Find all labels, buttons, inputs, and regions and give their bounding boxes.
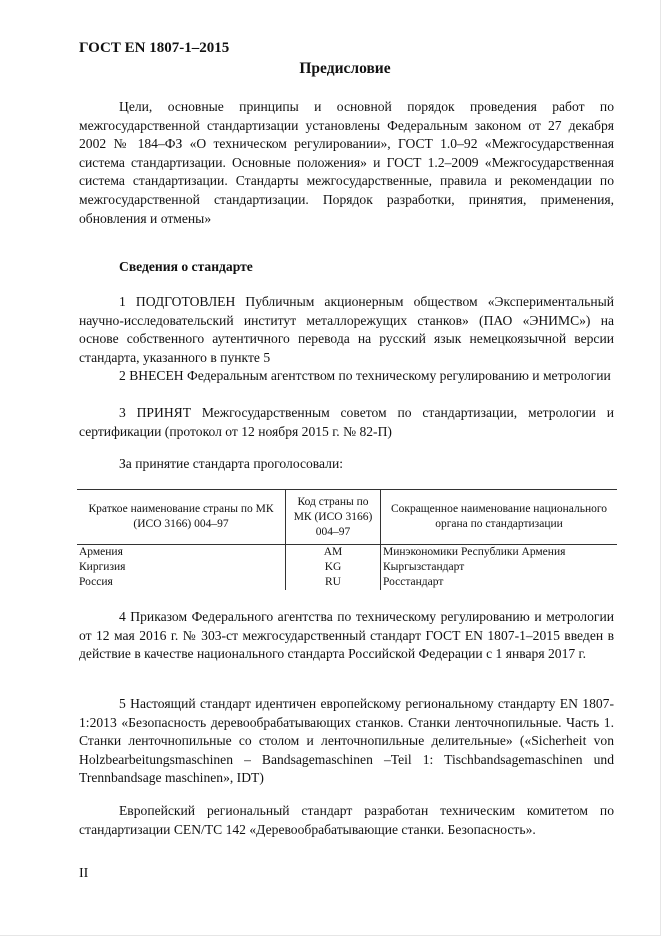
item-1-paragraph: 1 ПОДГОТОВЛЕН Публичным акционерным обществом «Экспериментальный научно-исследовательский институт металлорежущих станков» (ПАО «ЭНИМС») на основе собственного аутентичного перевода на русский язык немецкоязычной версии стандарта, указанного в пункте 5: [79, 294, 614, 365]
table-row: [77, 545, 617, 561]
page-number: II: [79, 866, 89, 881]
table-row: [77, 560, 617, 575]
cell-code: AM: [286, 545, 381, 561]
item-3-paragraph: 3 ПРИНЯТ Межгосударственным советом по стандартизации, метрологии и сертификации (протокол от 12 ноября 2015 г. № 82-П): [79, 405, 614, 439]
table-row: [77, 575, 617, 590]
vote-table: [77, 489, 617, 590]
item-4-paragraph: 4 Приказом Федерального агентства по техническому регулированию и метрологии от 12 мая 2016 г. № 303-ст межгосударственный стандарт ГОСТ EN 1807-1–2015 введен в действие в качестве национального стандарта Российской Федерации с 1 января 2017 г.: [79, 609, 614, 662]
header-code: Код страны по МК (ИСО 3166) 004–97: [286, 490, 381, 545]
standard-id: ГОСТ EN 1807-1–2015: [79, 40, 230, 56]
cell-code: KG: [286, 560, 381, 575]
cell-country: Киргизия: [79, 561, 126, 573]
cell-national-body: Минэкономики Республики Армения: [381, 545, 618, 561]
intro-paragraph: Цели, основные принципы и основной порядок проведения работ по межгосударственной стандартизации установлены Федеральным законом от 27 декабря 2002 № 184–ФЗ «О техническом регулировании», ГОСТ 1.0–92 «Межгосударственная система стандартизации. Основные положения» и ГОСТ 1.2–2009 «Межгосударственная система стандартизации. Стандарты межгосударственные, правила и рекомендации по межгосударственной стандартизации. Порядок разработки, принятия, применения, обновления и отмены»: [79, 99, 614, 226]
cell-country: Россия: [79, 576, 113, 588]
cell-code: RU: [286, 575, 381, 590]
item-5-paragraph: 5 Настоящий стандарт идентичен европейскому региональному стандарту EN 1807-1:2013 «Безопасность деревообрабатывающих станков. Станки ленточнопильные. Часть 1. Станки ленточнопильные со столом и ленточнопильные делительные» («Sicherheit von Holzbearbeitungsmaschinen – Bandsagemaschinen –Teil 1: Tischbandsagemaschinen und Trennbandsage maschinen», IDT): [79, 696, 614, 786]
cell-national-body: Росстандарт: [381, 575, 618, 590]
cell-country: Армения: [79, 546, 123, 558]
vote-table-header-row: [77, 490, 617, 545]
cell-national-body: Кыргызстандарт: [381, 560, 618, 575]
header-national-body: Сокращенное наименование национального органа по стандартизации: [381, 490, 618, 545]
vote-title: За принятие стандарта проголосовали:: [119, 456, 344, 471]
section-title: Сведения о стандарте: [119, 259, 253, 274]
page-title: Предисловие: [299, 60, 391, 77]
item-2-paragraph: 2 ВНЕСЕН Федеральным агентством по техническому регулированию и метрологии: [119, 368, 611, 383]
item-5-note-paragraph: Европейский региональный стандарт разработан техническим комитетом по стандартизации CEN/TC 142 «Деревообрабатывающие станки. Безопасность».: [79, 803, 614, 837]
header-country: Краткое наименование страны по МК (ИСО 3166) 004–97: [77, 490, 286, 545]
